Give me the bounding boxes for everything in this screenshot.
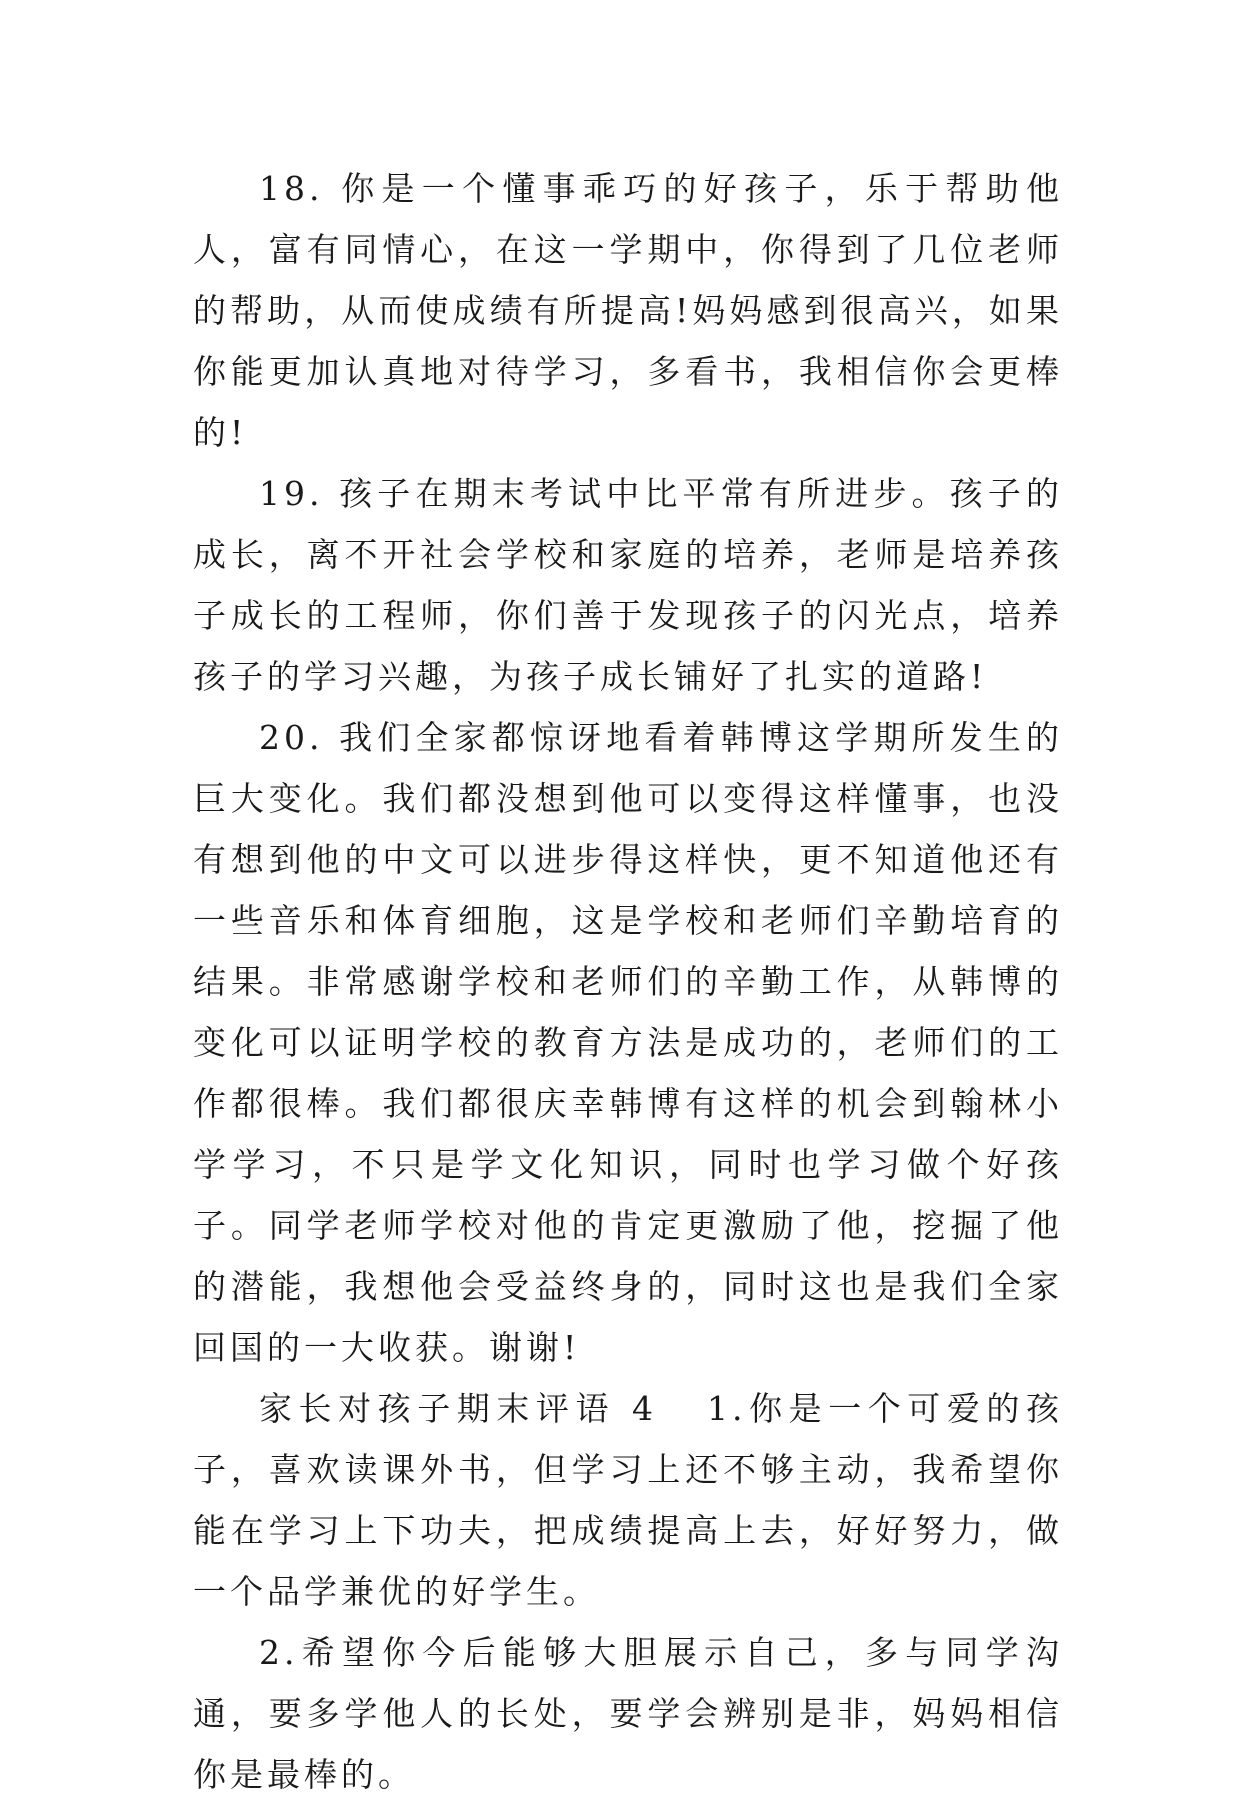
document-page — [193, 158, 1063, 1805]
section-item-2: 2.希望你今后能够大胆展示自己，多与同学沟通，要多学他人的长处，要学会辨别是非，妈妈相信你是最棒的。 — [193, 1633, 1063, 1794]
section-heading: 家长对孩子期末评语 4 — [259, 1389, 658, 1428]
paragraph-19: 19. 孩子在期末考试中比平常有所进步。孩子的成长，离不开社会学校和家庭的培养，老师是培养孩子成长的工程师，你们善于发现孩子的闪光点，培养孩子的学习兴趣，为孩子成长铺好了扎实的道路! — [193, 474, 1063, 696]
paragraph-20: 20. 我们全家都惊讶地看着韩博这学期所发生的巨大变化。我们都没想到他可以变得这样懂事，也没有想到他的中文可以进步得这样快，更不知道他还有一些音乐和体育细胞，这是学校和老师们辛勤培育的结果。非常感谢学校和老师们的辛勤工作，从韩博的变化可以证明学校的教育方法是成功的，老师们的工作都很棒。我们都很庆幸韩博有这样的机会到翰林小学学习，不只是学文化知识，同时也学习做个好孩子。同学老师学校对他的肯定更激励了他，挖掘了他的潜能，我想他会受益终身的，同时这也是我们全家回国的一大收获。谢谢! — [193, 718, 1063, 1367]
section-item-1: 1.你是一个可爱的孩子，喜欢读课外书，但学习上还不够主动，我希望你能在学习上下功夫，把成绩提高上去，好好努力，做一个品学兼优的好学生。 — [193, 1389, 1063, 1611]
paragraph-18: 18. 你是一个懂事乖巧的好孩子，乐于帮助他人，富有同情心，在这一学期中，你得到了几位老师的帮助，从而使成绩有所提高!妈妈感到很高兴，如果你能更加认真地对待学习，多看书，我相信你会更棒的! — [193, 169, 1063, 452]
section-paragraph — [193, 1378, 1063, 1622]
